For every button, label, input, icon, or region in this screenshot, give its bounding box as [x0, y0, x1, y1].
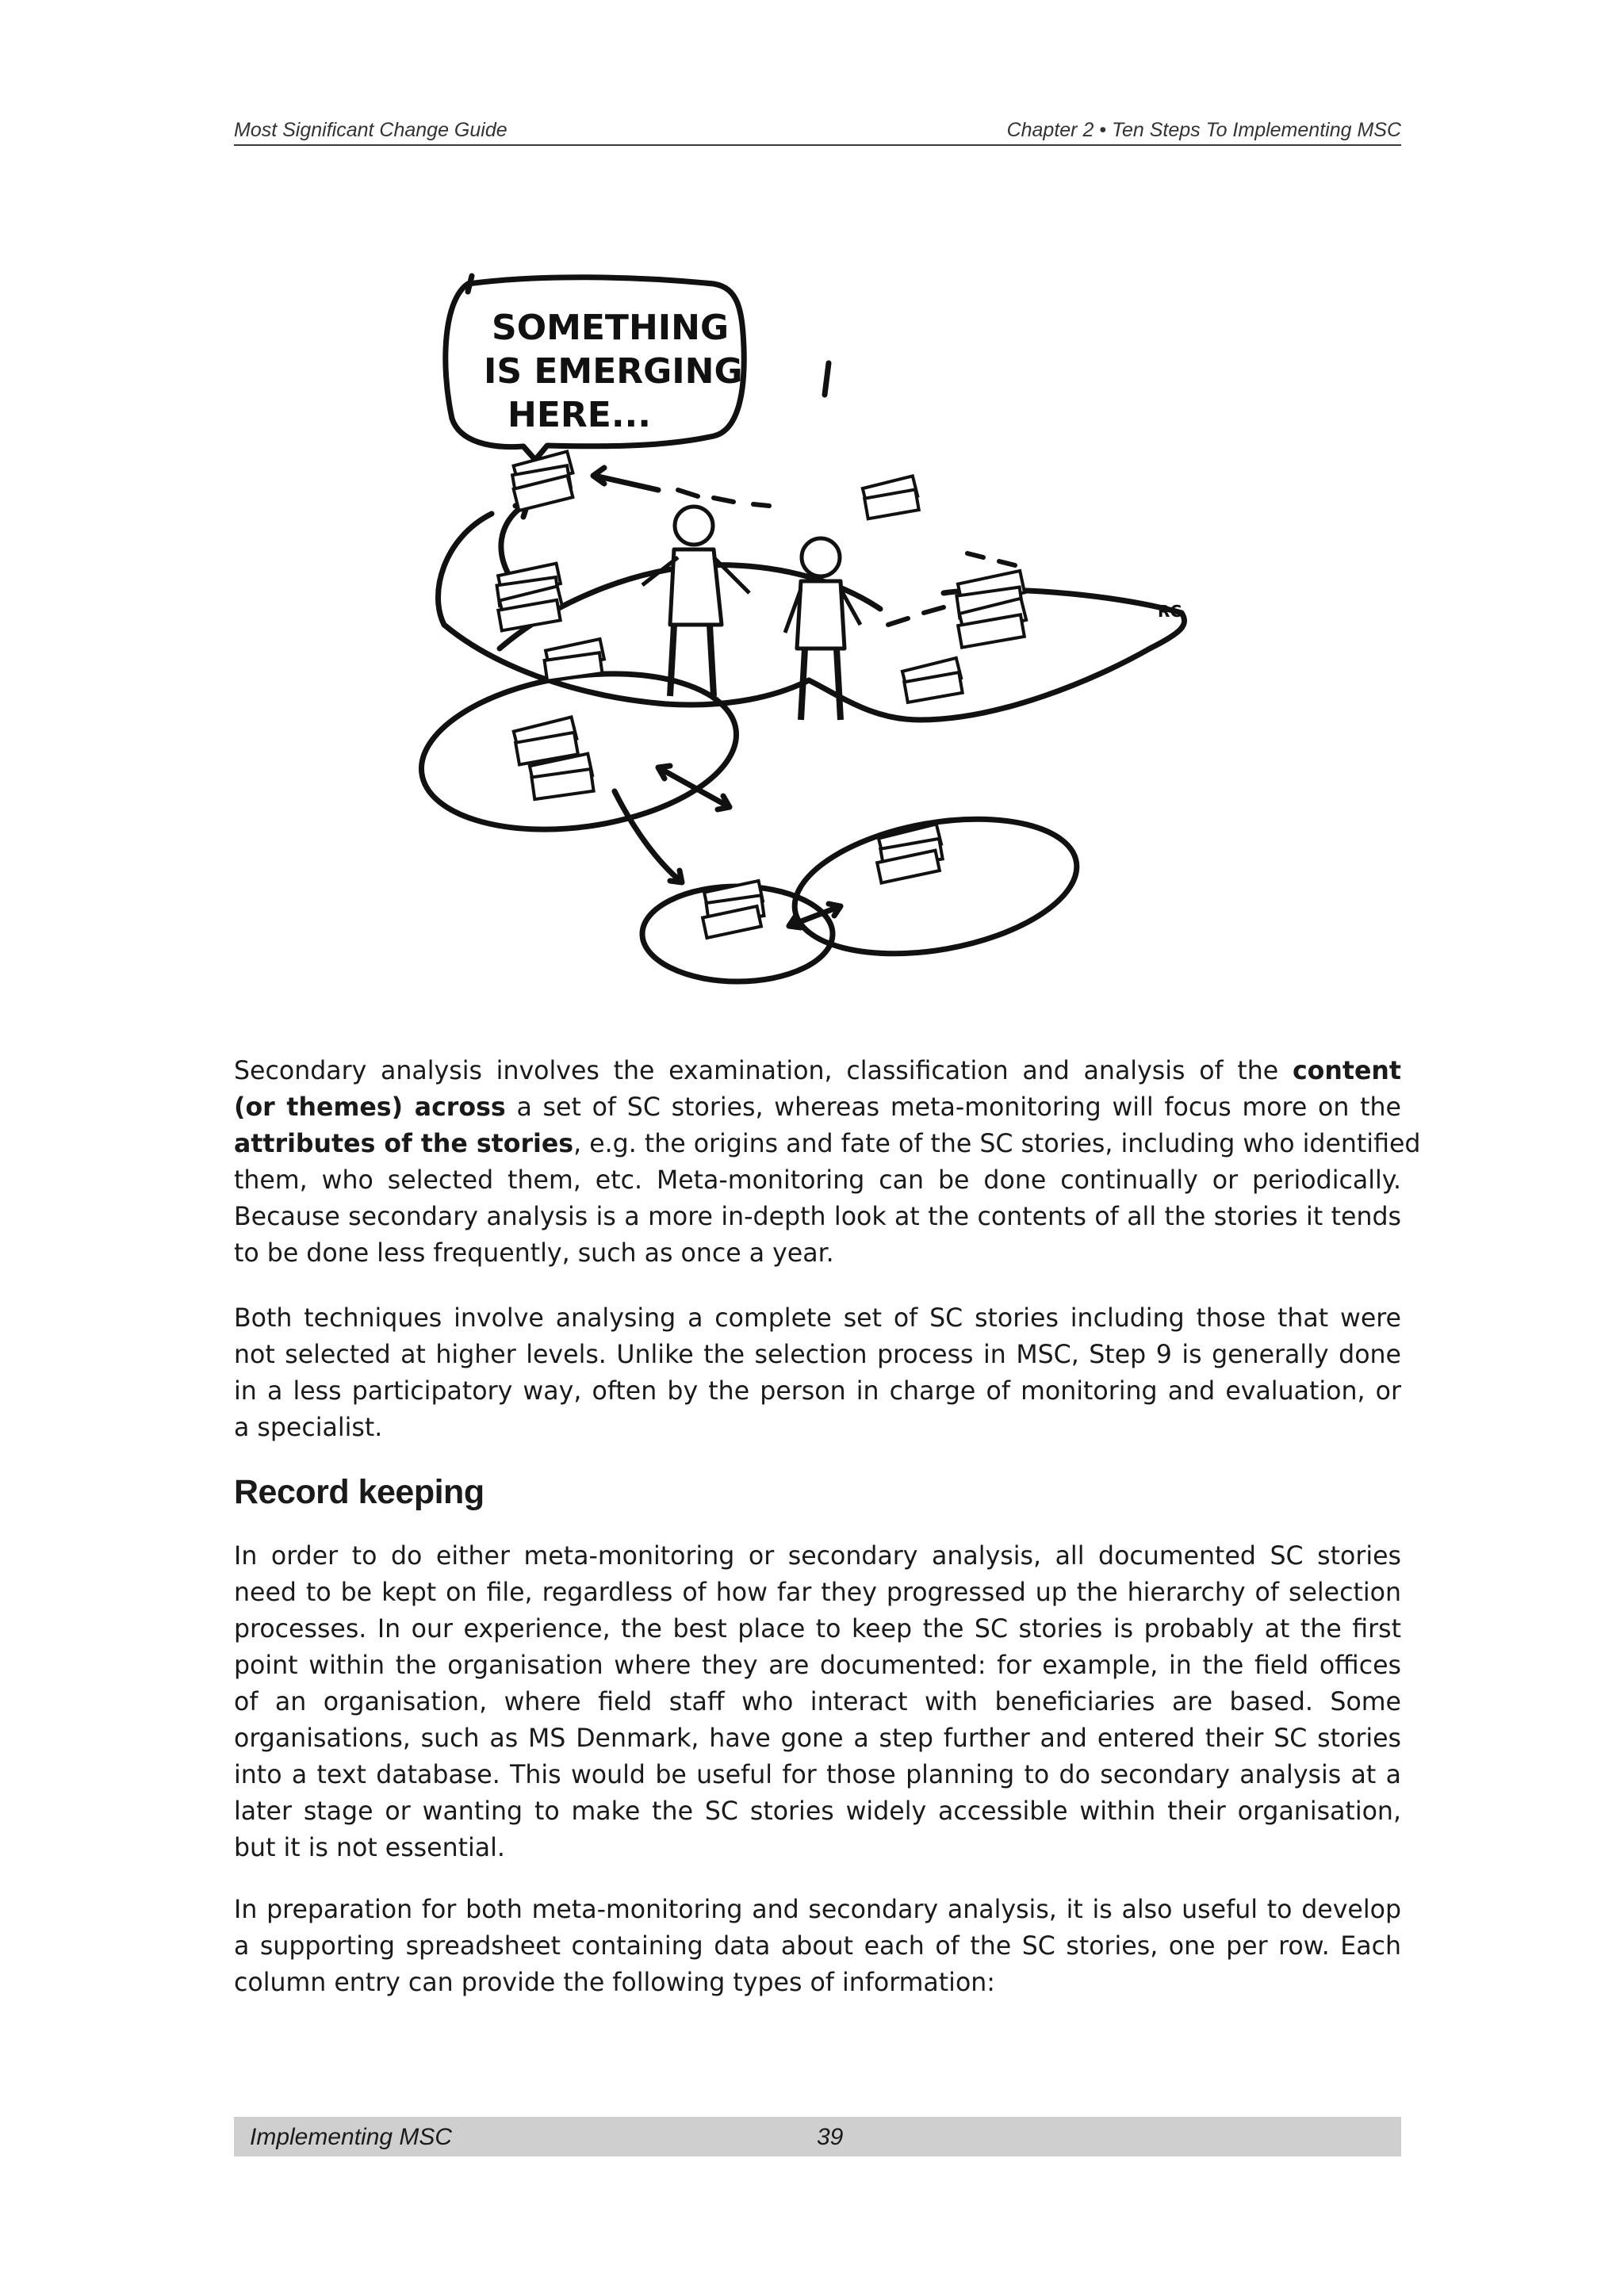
bubble-line-3: HERE...	[508, 395, 651, 435]
text-line: later stage or wanting to make the SC stories widely accessible within their organisation,	[234, 1797, 1401, 1826]
header-guide-title: Most Significant Change Guide	[234, 119, 508, 141]
paragraph-both-techniques	[234, 1300, 1401, 1446]
paper-stack-2	[497, 564, 562, 631]
page-number: 39	[817, 2124, 844, 2150]
text-line: point within the organisation where they are documented: for example, in the field offices	[234, 1651, 1401, 1680]
figure-woman	[642, 507, 749, 696]
paper-stack-1	[512, 451, 573, 511]
text-line: attributes of the stories, e.g. the origins and fate of the SC stories, including who identified	[234, 1130, 1421, 1158]
text-line: Both techniques involve analysing a complete set of SC stories including those that were	[234, 1304, 1401, 1333]
paper-stack-9	[703, 881, 764, 938]
paragraph-spreadsheet	[234, 1892, 1401, 2001]
paper-stack-4	[514, 717, 594, 799]
text-line: column entry can provide the following types of information:	[234, 1969, 995, 1997]
text-line: to be done less frequently, such as once a year.	[234, 1239, 834, 1268]
text-line: (or themes) across a set of SC stories, whereas meta-monitoring will focus more on the	[234, 1093, 1401, 1122]
text-line: of an organisation, where field staff who interact with beneficiaries are based. Some	[234, 1688, 1401, 1716]
running-header	[234, 116, 1401, 146]
bubble-line-1: SOMETHING	[492, 308, 730, 348]
paper-stack-3	[545, 639, 604, 681]
text-line: them, who selected them, etc. Meta-monitoring can be done continually or periodically.	[234, 1166, 1401, 1195]
cartoon-illustration	[396, 252, 1237, 989]
header-chapter-title: Chapter 2 • Ten Steps To Implementing MSC	[1006, 119, 1401, 141]
text-line: Because secondary analysis is a more in-depth look at the contents of all the stories it tends	[234, 1203, 1401, 1231]
text-line: not selected at higher levels. Unlike the selection process in MSC, Step 9 is generally done	[234, 1341, 1401, 1369]
text-line: in a less participatory way, often by the person in charge of monitoring and evaluation, or	[234, 1377, 1401, 1406]
text-line: a specialist.	[234, 1414, 383, 1442]
text-line: In preparation for both meta-monitoring and secondary analysis, it is also useful to develop	[234, 1896, 1401, 1924]
text-line: into a text database. This would be useful for those planning to do secondary analysis at a	[234, 1761, 1401, 1789]
footer-bar	[234, 2117, 1401, 2156]
text-line: Secondary analysis involves the examination, classification and analysis of the content	[234, 1057, 1401, 1085]
paragraph-secondary-analysis	[234, 1053, 1421, 1272]
text-line: a supporting spreadsheet containing data about each of the SC stories, one per row. Each	[234, 1932, 1401, 1961]
paper-stack-7	[902, 658, 963, 702]
footer-section-title: Implementing MSC	[250, 2124, 453, 2150]
bubble-line-2: IS EMERGING	[484, 351, 743, 392]
paper-stack-6	[956, 571, 1026, 648]
text-line: but it is not essential.	[234, 1834, 505, 1862]
text-line: need to be kept on file, regardless of how far they progressed up the hierarchy of selection	[234, 1578, 1401, 1607]
figure-man	[785, 538, 860, 720]
artist-signature: RC	[1158, 602, 1182, 621]
paper-stack-5	[863, 476, 919, 519]
text-line: processes. In our experience, the best place to keep the SC stories is probably at the first	[234, 1615, 1401, 1644]
text-line: organisations, such as MS Denmark, have gone a step further and entered their SC stories	[234, 1724, 1401, 1753]
paragraph-record-keeping	[234, 1538, 1401, 1866]
section-heading: Record keeping	[234, 1473, 485, 1511]
text-line: In order to do either meta-monitoring or secondary analysis, all documented SC stories	[234, 1542, 1401, 1571]
